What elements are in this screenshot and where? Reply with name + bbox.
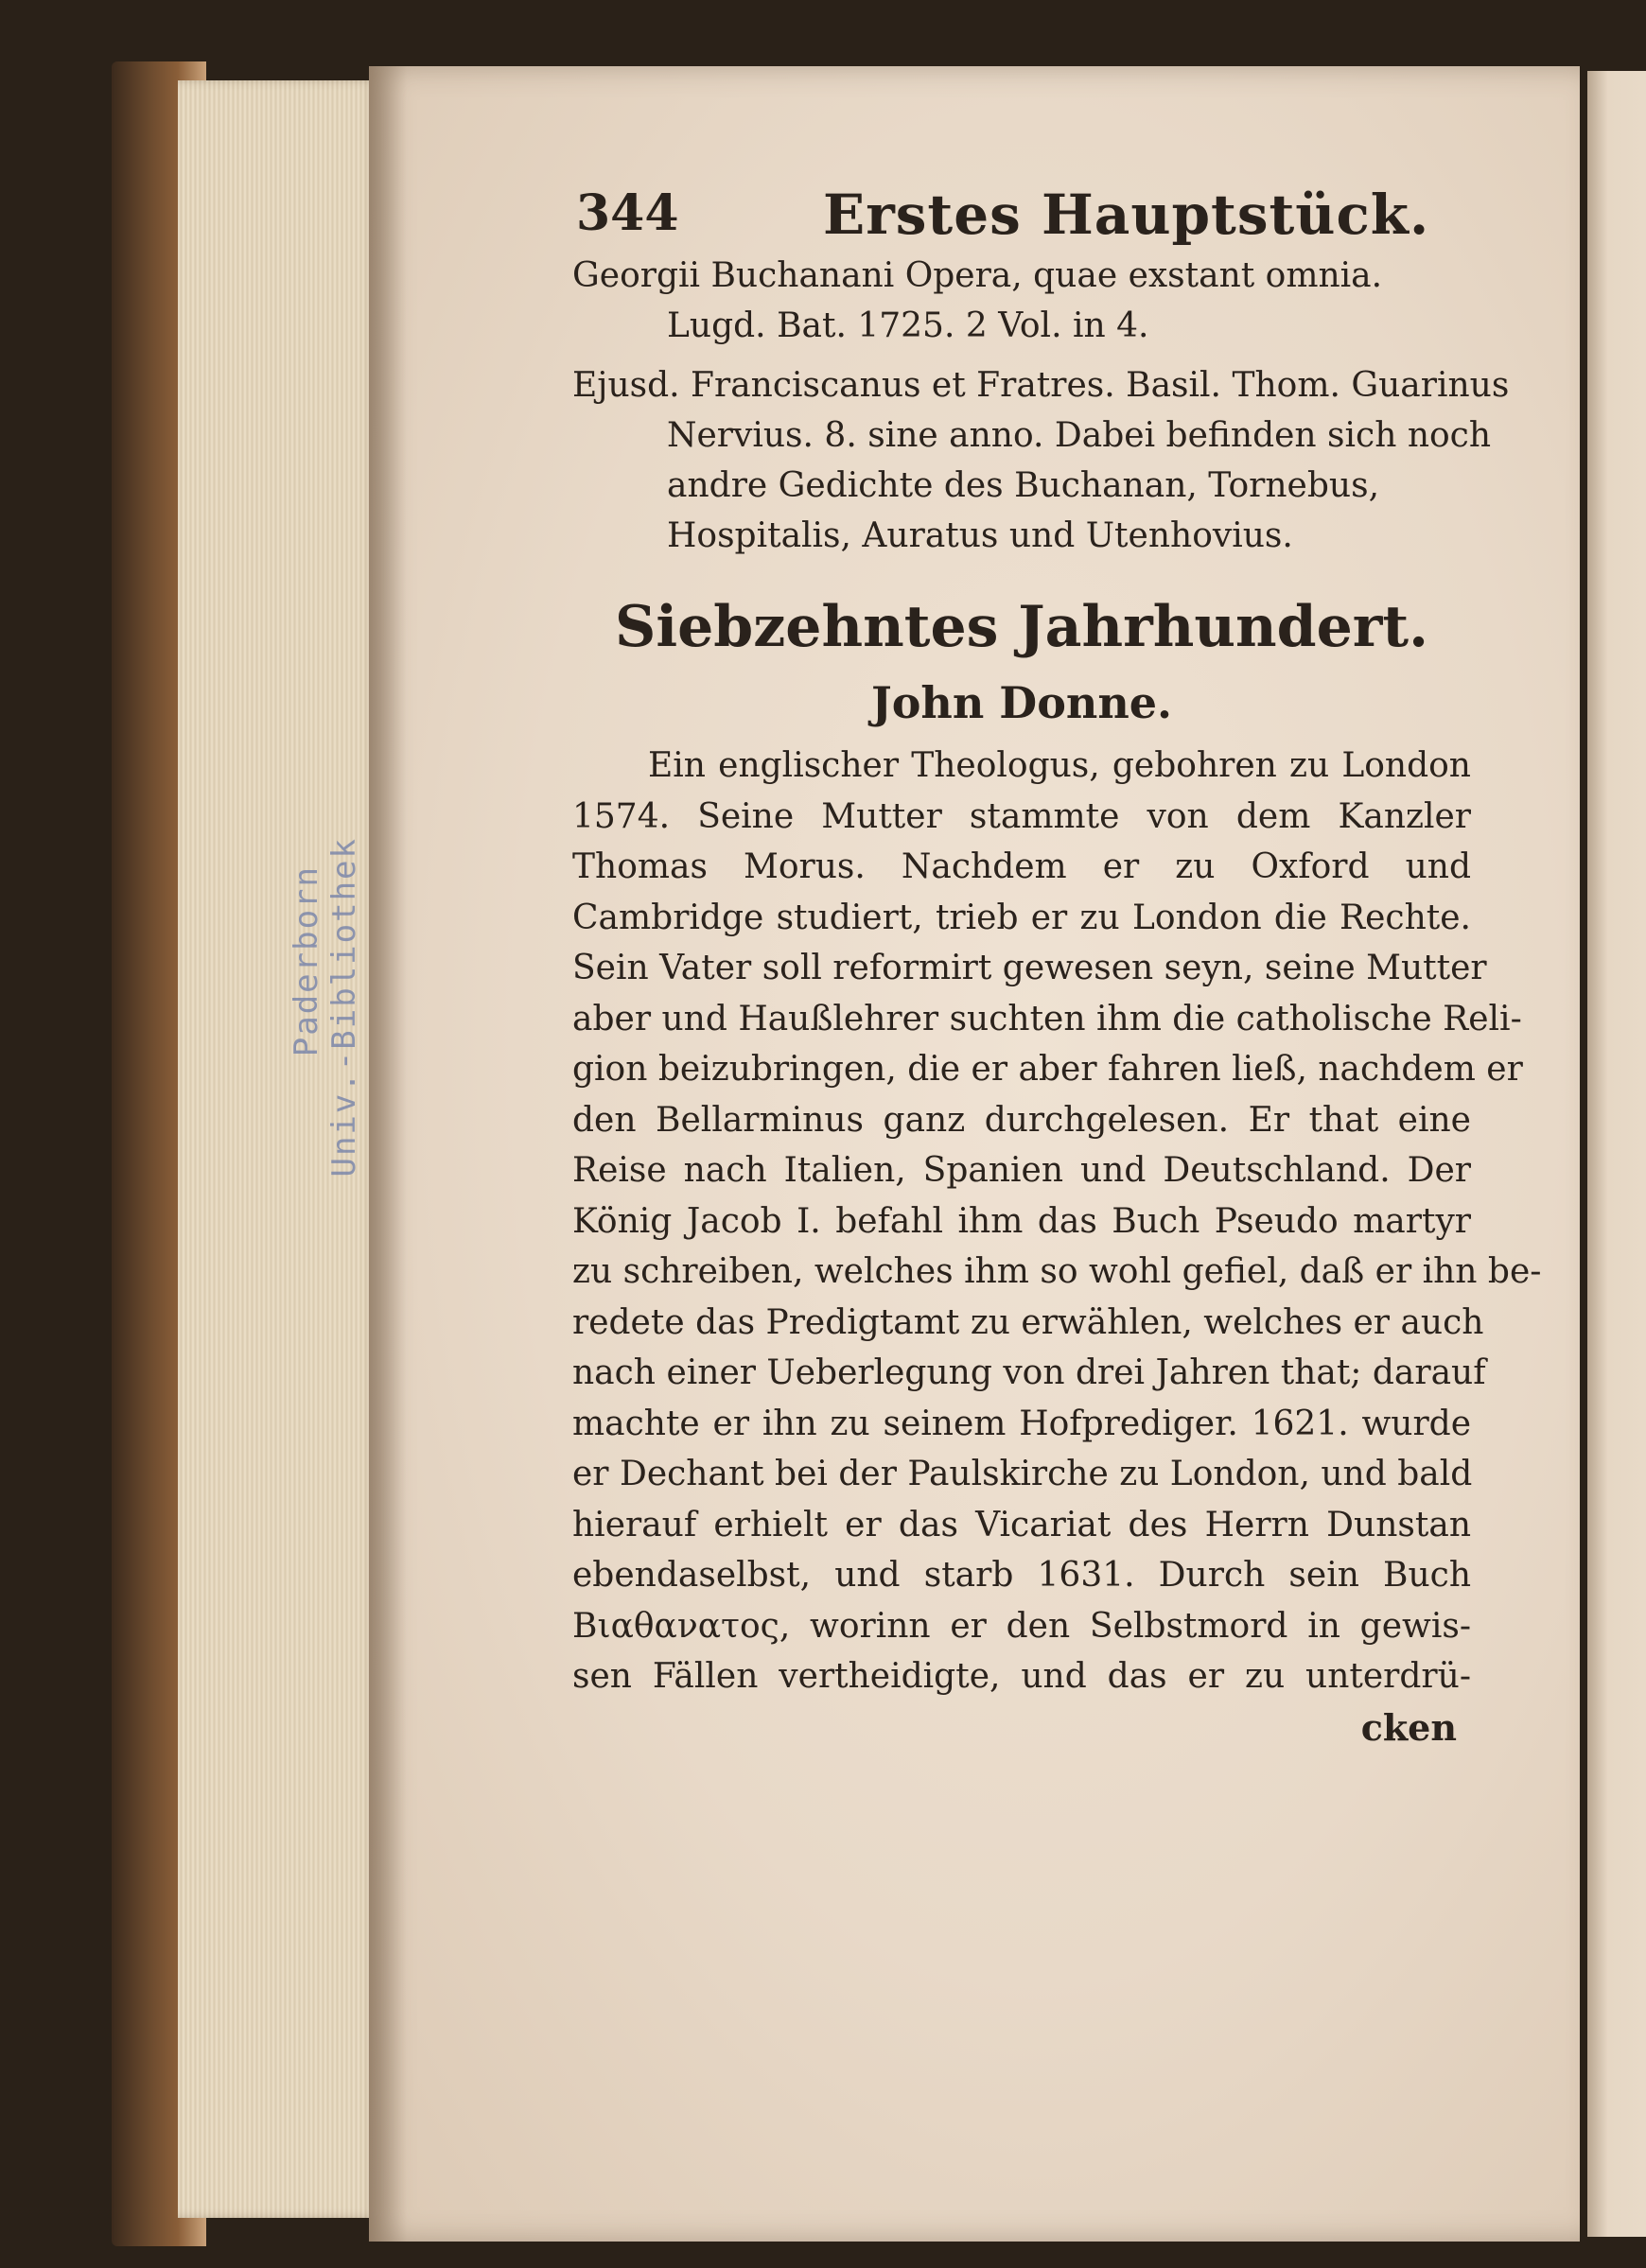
body-line: hierauf erhielt er das Vicariat des Herrn Dunstan	[572, 1505, 1471, 1544]
bibliography-entry	[572, 251, 1471, 351]
section-heading: Siebzehntes Jahrhundert.	[614, 594, 1428, 660]
body-line: ebendaselbst, und starb 1631. Durch sein Buch	[572, 1556, 1471, 1595]
body-line: zu schreiben, welches ihm so wohl gefiel, daß er ihn be-	[572, 1252, 1542, 1291]
library-stamp	[282, 837, 367, 1291]
entry-line: Lugd. Bat. 1725. 2 Vol. in 4.	[667, 306, 1149, 345]
body-line: Ein englischer Theologus, gebohren zu London	[648, 746, 1471, 785]
body-line: aber und Haußlehrer suchten ihm die catholische Reli-	[572, 999, 1522, 1038]
entry-line: Georgii Buchanani Opera, quae exstant omnia.	[572, 256, 1383, 295]
body-line: sen Fällen vertheidigte, und das er zu unterdrü-	[572, 1657, 1471, 1696]
body-line: 1574. Seine Mutter stammte von dem Kanzler	[572, 796, 1471, 836]
entry-line: andre Gedichte des Buchanan, Tornebus,	[667, 466, 1380, 505]
next-page-edge	[1587, 71, 1646, 2237]
bibliography-entry	[572, 360, 1510, 561]
page-number: 344	[576, 184, 679, 242]
catchword: cken	[1360, 1705, 1457, 1749]
entry-line: Nervius. 8. sine anno. Dabei befinden sich noch	[667, 416, 1492, 455]
library-stamp-line-1: Univ.-Bibliothek	[325, 837, 363, 1178]
body-line: gion beizubringen, die er aber fahren ließ, nachdem er	[572, 1050, 1523, 1089]
body-line: König Jacob I. befahl ihm das Buch Pseudo martyr	[572, 1201, 1471, 1241]
running-title: Erstes Hauptstück.	[823, 183, 1430, 247]
page-content	[572, 175, 1542, 1753]
page-header	[572, 175, 1471, 251]
body-line: redete das Predigtamt zu erwählen, welches er auch	[572, 1302, 1484, 1342]
body-line: Sein Vater soll reformirt gewesen seyn, seine Mutter	[572, 949, 1487, 987]
body-line: Cambridge studiert, trieb er zu London die Rechte.	[572, 898, 1471, 937]
body-line: er Dechant bei der Paulskirche zu London, und bald	[572, 1455, 1473, 1493]
entry-line: Ejusd. Franciscanus et Fratres. Basil. Thom. Guarinus	[572, 366, 1510, 405]
entry-line: Hospitalis, Auratus und Utenhovius.	[667, 516, 1293, 555]
body-line: den Bellarminus ganz durchgelesen. Er that eine	[572, 1100, 1471, 1140]
body-line: machte er ihn zu seinem Hofprediger. 1621. wurde	[572, 1404, 1471, 1443]
library-stamp-line-2: Paderborn	[288, 865, 325, 1057]
body-line: Reise nach Italien, Spanien und Deutschland. Der	[572, 1151, 1471, 1190]
body-line: Βιαθανατος, worinn er den Selbstmord in gewis-	[572, 1606, 1471, 1646]
body-line: Thomas Morus. Nachdem er zu Oxford und	[572, 847, 1471, 886]
subheading: John Donne.	[870, 677, 1173, 728]
body-text	[572, 741, 1542, 1702]
body-line: nach einer Ueberlegung von drei Jahren that; darauf	[572, 1353, 1486, 1392]
page-gutter	[369, 66, 407, 2242]
